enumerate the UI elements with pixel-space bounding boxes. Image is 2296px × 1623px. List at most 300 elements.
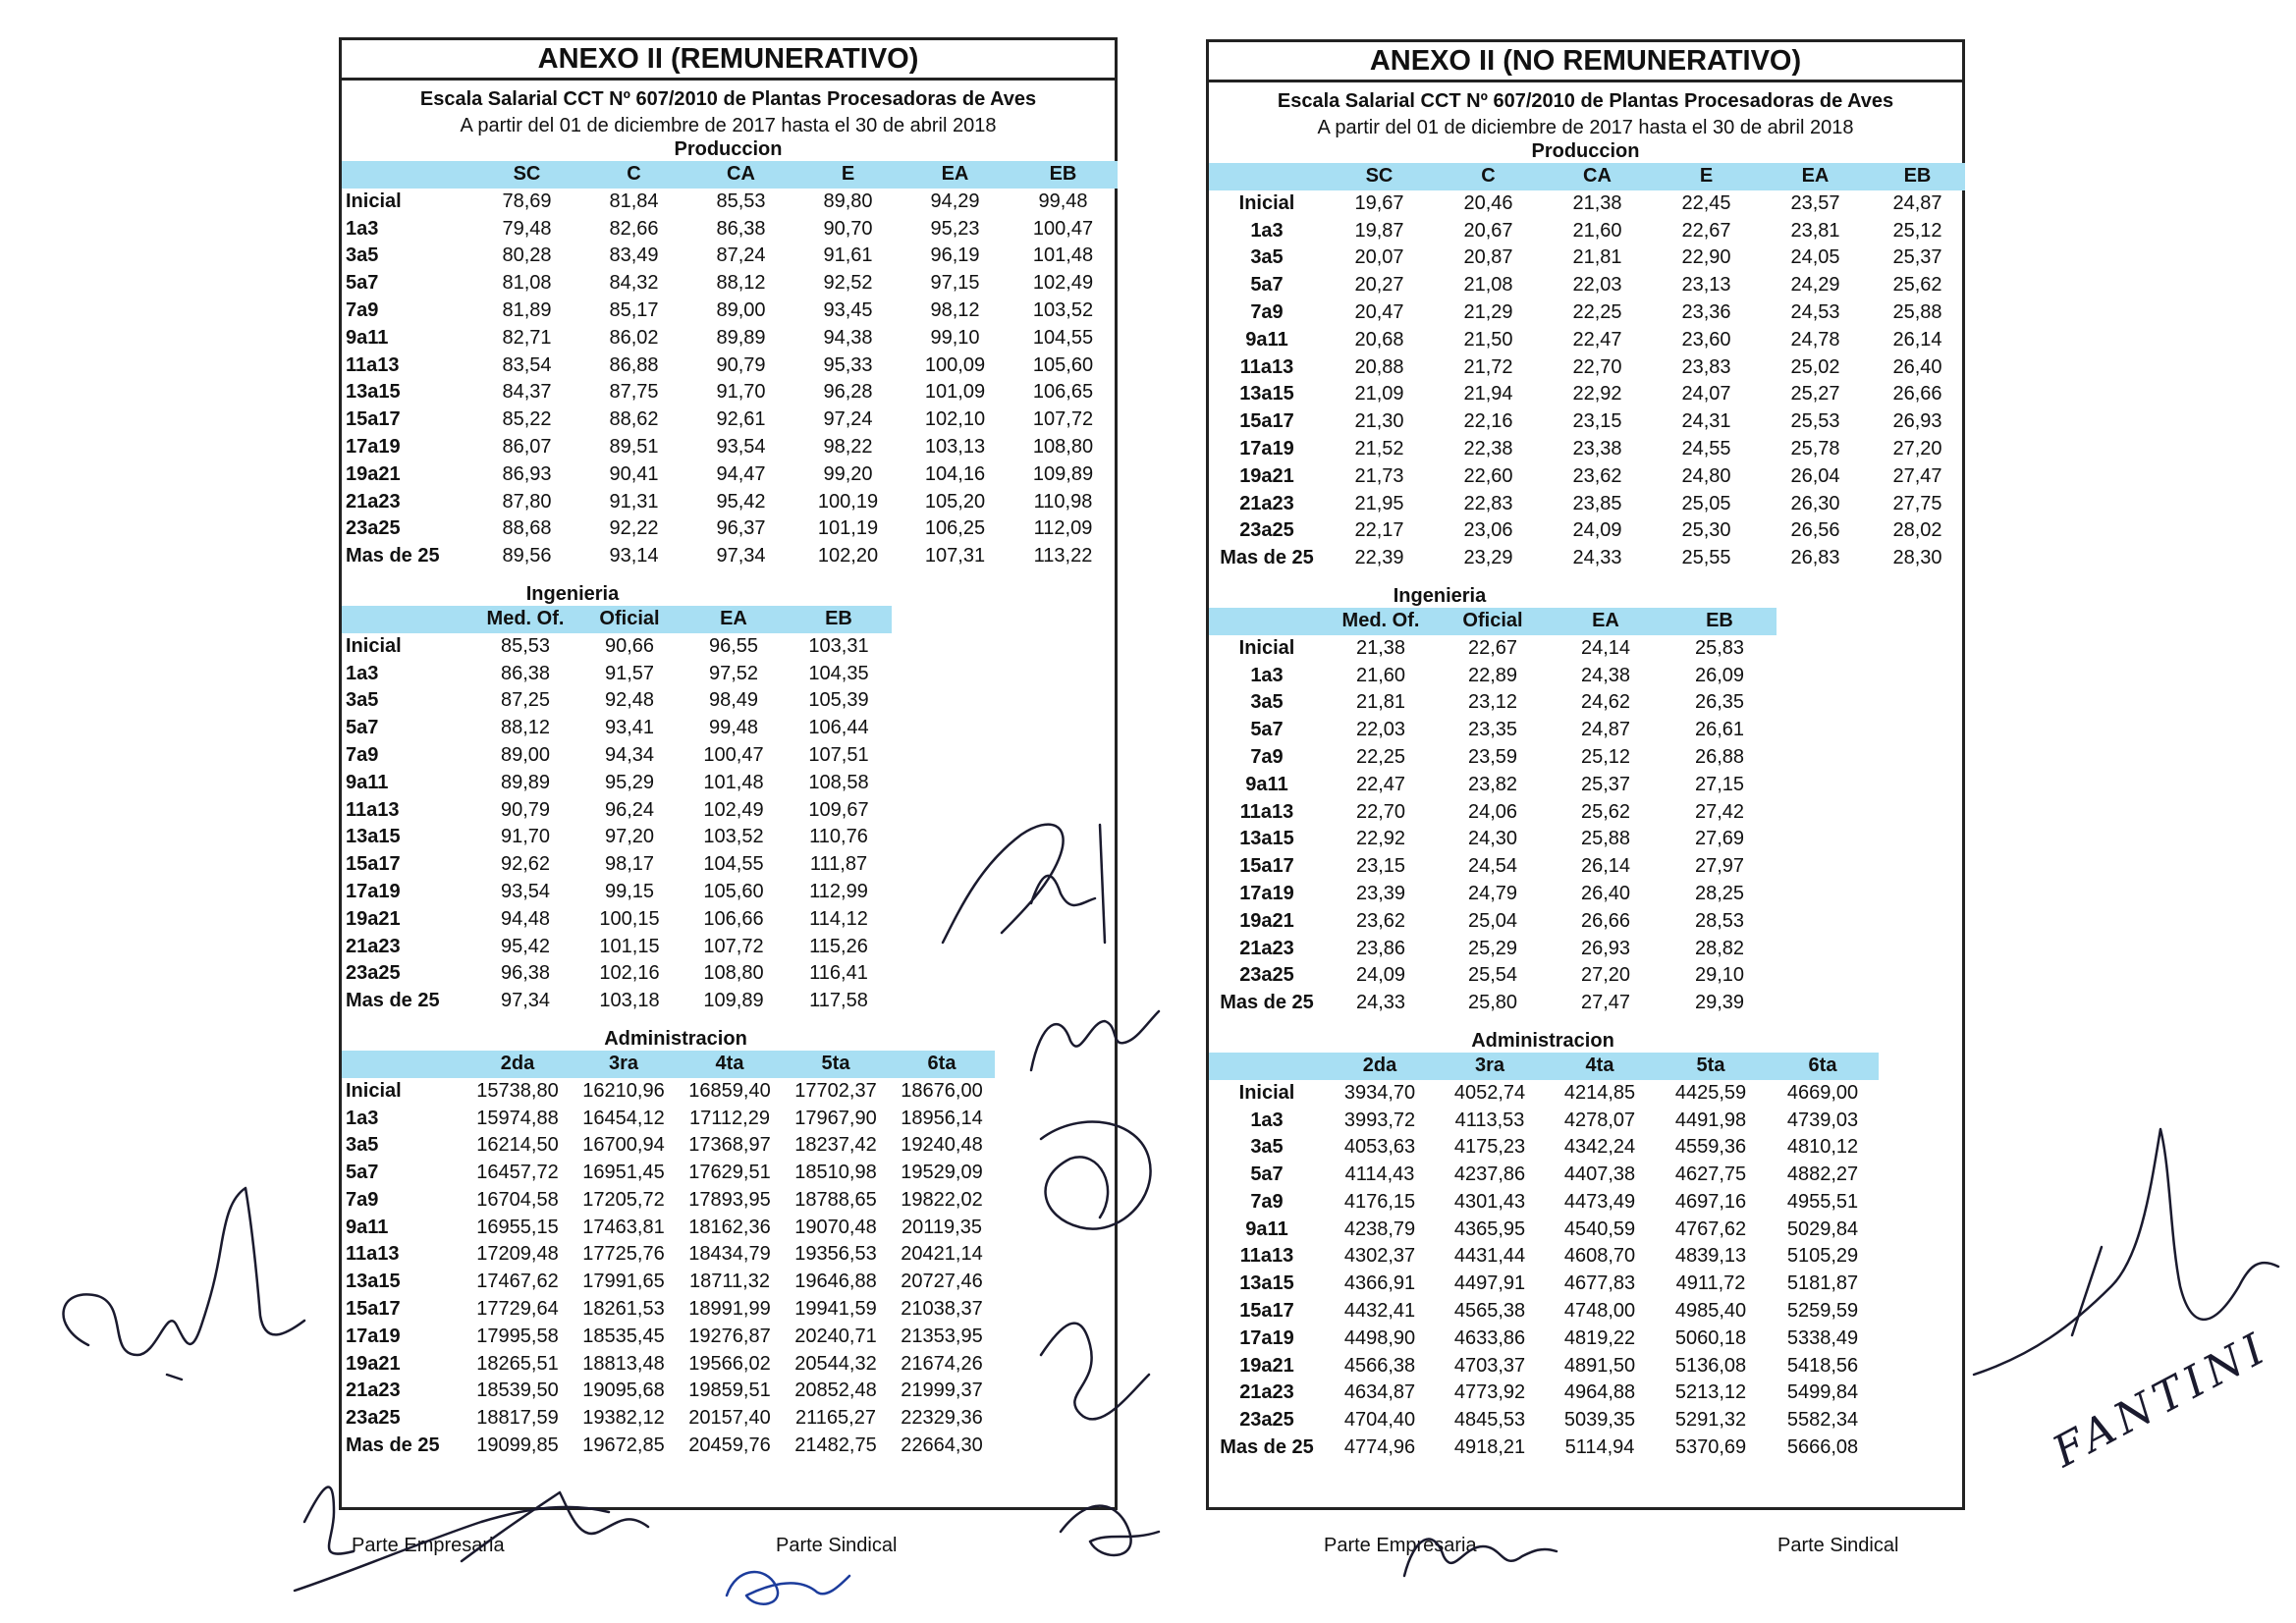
table-row [342,298,1118,325]
header-cell: Med. Of. [1325,608,1437,635]
value-cell: 5338,49 [1786,1326,1859,1349]
value-cell: 22,92 [1355,828,1406,850]
value-cell: 22,67 [1681,219,1731,242]
table-row [342,824,892,851]
value-cell: 90,41 [609,462,659,485]
value-cell: 90,66 [604,634,655,657]
table-row [342,661,892,688]
value-cell: 23,59 [1467,745,1518,768]
row-label: 3a5 [346,1134,379,1157]
value-cell: 5060,18 [1674,1326,1747,1349]
table-row [1209,990,1777,1017]
value-cell: 88,12 [716,272,766,295]
row-label: 5a7 [1250,1163,1284,1186]
table-row [342,461,1118,489]
value-cell: 4301,43 [1453,1190,1526,1213]
table-row [1209,1380,1879,1407]
row-label: 13a15 [346,1271,401,1293]
value-cell: 19566,02 [688,1352,771,1375]
table-row [1209,799,1777,827]
value-cell: 100,09 [924,353,986,376]
value-cell: 5499,84 [1786,1381,1859,1404]
value-cell: 90,79 [716,353,766,376]
value-cell: 97,15 [930,272,980,295]
value-cell: 23,36 [1681,300,1731,323]
value-cell: 110,76 [809,826,868,848]
value-cell: 86,38 [716,217,766,240]
table-row [342,1215,995,1242]
value-cell: 4839,13 [1674,1245,1747,1268]
table-row [342,797,892,825]
value-cell: 5105,29 [1786,1245,1859,1268]
row-label: 15a17 [346,1298,401,1321]
table-row [342,1351,995,1379]
value-cell: 89,00 [716,298,766,321]
value-cell: 24,55 [1681,437,1731,460]
value-cell: 24,87 [1580,719,1631,741]
table-row [1209,1298,1879,1325]
value-cell: 25,12 [1580,745,1631,768]
value-cell: 103,52 [703,826,764,848]
value-cell: 17209,48 [476,1243,559,1266]
value-cell: 107,51 [808,743,869,766]
value-cell: 3934,70 [1343,1081,1416,1104]
value-cell: 17995,58 [476,1325,559,1347]
value-cell: 22,03 [1355,719,1406,741]
value-cell: 4175,23 [1453,1136,1526,1159]
value-cell: 4278,07 [1563,1109,1636,1131]
value-cell: 106,65 [1032,381,1094,404]
value-cell: 22664,30 [901,1434,983,1457]
value-cell: 91,70 [500,826,551,848]
table-row [1209,299,1965,327]
value-cell: 102,20 [817,545,879,568]
value-cell: 109,67 [808,798,869,821]
value-cell: 103,13 [924,435,986,458]
value-cell: 20,46 [1463,191,1513,214]
value-cell: 24,87 [1892,191,1942,214]
value-cell: 21038,37 [901,1298,983,1321]
row-label: 5a7 [346,272,379,295]
header-cell [1209,163,1325,190]
value-cell: 99,48 [1038,189,1088,212]
value-cell: 94,29 [930,189,980,212]
value-cell: 82,71 [502,326,552,349]
value-cell: 21,29 [1463,300,1513,323]
value-cell: 102,49 [1032,272,1094,295]
value-cell: 4810,12 [1786,1136,1859,1159]
value-cell: 25,62 [1580,800,1631,823]
value-cell: 20119,35 [902,1216,982,1238]
value-cell: 17991,65 [582,1271,665,1293]
value-cell: 86,07 [502,435,552,458]
value-cell: 84,32 [609,272,659,295]
value-cell: 21,72 [1463,355,1513,378]
value-cell: 88,68 [502,517,552,540]
value-cell: 80,28 [502,244,552,267]
row-label: Inicial [346,1079,402,1102]
value-cell: 28,25 [1694,882,1745,904]
table-row [1209,1271,1879,1298]
value-cell: 19941,59 [794,1298,877,1321]
value-cell: 95,23 [930,217,980,240]
value-cell: 4431,44 [1453,1245,1526,1268]
administracion-header-row [342,1051,995,1078]
header-cell: EA [1549,608,1663,635]
parte-empresaria-label: Parte Empresaria [1324,1535,1477,1556]
value-cell: 25,04 [1467,909,1518,932]
value-cell: 109,89 [1032,462,1094,485]
value-cell: 96,37 [716,517,766,540]
table-row [1209,244,1965,272]
row-label: 21a23 [1239,492,1294,514]
header-cell: 3ra [571,1051,677,1078]
value-cell: 108,58 [808,771,869,793]
value-cell: 107,31 [924,545,986,568]
value-cell: 107,72 [703,935,764,957]
value-cell: 19529,09 [901,1162,983,1184]
row-label: 19a21 [1239,1354,1294,1377]
value-cell: 104,35 [808,662,869,684]
value-cell: 88,62 [609,408,659,431]
row-label: 11a13 [346,1243,400,1266]
row-label: 17a19 [346,1325,401,1347]
value-cell: 26,04 [1790,464,1840,487]
table-row [1209,689,1777,717]
table-row [342,1160,995,1187]
value-cell: 23,12 [1467,691,1518,714]
value-cell: 89,89 [500,771,551,793]
table-row [342,879,892,906]
value-cell: 91,61 [823,244,873,267]
table-row [1209,272,1965,299]
value-cell: 16704,58 [476,1188,559,1211]
value-cell: 87,75 [609,381,659,404]
row-label: Mas de 25 [346,990,440,1012]
value-cell: 21,81 [1572,246,1622,269]
value-cell: 23,29 [1463,547,1513,569]
row-label: 17a19 [1239,882,1294,904]
table-row [1209,408,1965,436]
value-cell: 17893,95 [688,1188,771,1211]
header-cell [1209,608,1325,635]
table-row [1209,190,1965,218]
value-cell: 17725,76 [582,1243,665,1266]
table-row [1209,1243,1879,1271]
row-label: 7a9 [346,743,379,766]
table-row [342,189,1118,216]
value-cell: 18813,48 [582,1352,665,1375]
value-cell: 20,07 [1354,246,1404,269]
value-cell: 90,70 [823,217,873,240]
value-cell: 4566,38 [1343,1354,1416,1377]
value-cell: 20,87 [1463,246,1513,269]
value-cell: 81,84 [609,189,659,212]
header-cell: 5ta [1655,1053,1767,1080]
value-cell: 24,07 [1681,383,1731,406]
row-label: 15a17 [1239,855,1294,878]
value-cell: 100,19 [817,490,879,513]
value-cell: 95,42 [500,935,551,957]
value-cell: 89,56 [502,545,552,568]
row-label: 11a13 [1239,800,1294,823]
table-row [342,1078,995,1106]
value-cell: 4608,70 [1563,1245,1636,1268]
value-cell: 22,47 [1355,773,1406,795]
value-cell: 97,20 [604,826,655,848]
value-cell: 20,27 [1354,274,1404,297]
row-label: Mas de 25 [1220,992,1314,1014]
signature-8 [1954,1090,2288,1502]
table-row [342,325,1118,352]
table-row [342,1187,995,1215]
value-cell: 100,15 [599,907,660,930]
value-cell: 92,22 [609,517,659,540]
value-cell: 5029,84 [1786,1217,1859,1240]
signature-1 [20,1159,314,1414]
value-cell: 4882,27 [1786,1163,1859,1186]
row-label: 9a11 [1245,1217,1288,1240]
header-cell [342,1051,465,1078]
value-cell: 106,25 [924,517,986,540]
value-cell: 4342,24 [1563,1136,1636,1159]
row-label: 9a11 [346,771,389,793]
value-cell: 4739,03 [1786,1109,1859,1131]
row-label: 13a15 [1239,383,1294,406]
value-cell: 18162,36 [688,1216,771,1238]
row-label: 19a21 [346,907,401,930]
row-label: 15a17 [346,408,401,431]
row-label: 21a23 [346,490,401,513]
row-label: 7a9 [1250,745,1284,768]
value-cell: 27,97 [1694,855,1745,878]
value-cell: 89,89 [716,326,766,349]
table-row [342,687,892,715]
administracion-table [342,1051,995,1460]
value-cell: 19672,85 [582,1434,665,1457]
value-cell: 18788,65 [794,1188,877,1211]
table-row [1209,881,1777,908]
value-cell: 104,55 [1032,326,1094,349]
value-cell: 4114,43 [1344,1163,1415,1186]
value-cell: 86,93 [502,462,552,485]
value-cell: 5666,08 [1786,1436,1859,1459]
value-cell: 18676,00 [901,1079,983,1102]
header-cell: 6ta [889,1051,995,1078]
value-cell: 5291,32 [1674,1409,1747,1432]
value-cell: 19,87 [1354,219,1404,242]
row-label: 21a23 [1239,937,1294,959]
value-cell: 25,37 [1580,773,1631,795]
value-cell: 96,28 [823,381,873,404]
value-cell: 23,35 [1467,719,1518,741]
ingenieria-title: Ingenieria [525,582,620,605]
value-cell: 96,19 [930,244,980,267]
value-cell: 106,66 [703,907,764,930]
value-cell: 22,70 [1355,800,1406,823]
value-cell: 25,88 [1892,300,1942,323]
value-cell: 101,48 [1032,244,1094,267]
value-cell: 18711,32 [689,1271,770,1293]
value-cell: 21,60 [1572,219,1622,242]
value-cell: 87,25 [500,689,551,712]
table-row [1209,772,1777,799]
value-cell: 86,88 [609,353,659,376]
produccion-table [342,161,1118,570]
value-cell: 26,40 [1892,355,1942,378]
value-cell: 21353,95 [901,1325,983,1347]
value-cell: 21,94 [1463,383,1513,406]
value-cell: 105,20 [924,490,986,513]
value-cell: 16454,12 [582,1107,665,1129]
value-cell: 24,29 [1790,274,1840,297]
table-row [342,216,1118,243]
value-cell: 24,38 [1580,664,1631,686]
row-label: 1a3 [1250,219,1284,242]
value-cell: 26,61 [1694,719,1745,741]
value-cell: 4559,36 [1674,1136,1747,1159]
annex-date-range: A partir del 01 de diciembre de 2017 hasta el 30 de abril 2018 [460,115,997,136]
value-cell: 94,38 [823,326,873,349]
header-cell: 6ta [1767,1053,1879,1080]
row-label: 1a3 [346,217,379,240]
table-row [1209,1325,1879,1353]
value-cell: 25,83 [1694,636,1745,659]
table-row [1209,1108,1879,1135]
value-cell: 93,45 [823,298,873,321]
value-cell: 23,60 [1681,328,1731,351]
value-cell: 97,52 [708,662,759,684]
row-label: Inicial [1238,191,1295,214]
value-cell: 18991,99 [688,1298,771,1321]
value-cell: 4697,16 [1674,1190,1747,1213]
value-cell: 23,39 [1355,882,1406,904]
row-label: 1a3 [1250,664,1284,686]
table-row [342,1405,995,1433]
value-cell: 116,41 [809,962,868,985]
value-cell: 17368,97 [688,1134,771,1157]
value-cell: 101,19 [817,517,879,540]
value-cell: 112,09 [1033,517,1093,540]
row-label: 5a7 [346,717,379,739]
value-cell: 25,37 [1892,246,1942,269]
row-label: 9a11 [1245,328,1288,351]
value-cell: 20,68 [1354,328,1404,351]
table-row [1209,1189,1879,1217]
value-cell: 20,67 [1463,219,1513,242]
row-label: 9a11 [346,1216,389,1238]
value-cell: 85,53 [716,189,766,212]
row-label: 7a9 [1250,1190,1284,1213]
row-label: 3a5 [1250,1136,1284,1159]
value-cell: 5259,59 [1786,1300,1859,1323]
header-cell: C [580,161,687,189]
value-cell: 86,02 [609,326,659,349]
value-cell: 16210,96 [582,1079,665,1102]
header-cell: Oficial [577,606,682,633]
administracion-header-row [1209,1053,1879,1080]
table-row [1209,491,1965,518]
value-cell: 16955,15 [476,1216,559,1238]
value-cell: 21,30 [1354,410,1404,433]
value-cell: 20459,76 [688,1434,771,1457]
value-cell: 17702,37 [794,1079,877,1102]
value-cell: 78,69 [502,189,552,212]
value-cell: 107,72 [1032,408,1094,431]
value-cell: 23,81 [1790,219,1840,242]
value-cell: 99,20 [823,462,873,485]
value-cell: 17729,64 [476,1298,559,1321]
value-cell: 92,48 [604,689,655,712]
value-cell: 103,52 [1032,298,1094,321]
value-cell: 5039,35 [1563,1409,1636,1432]
row-label: Inicial [1238,1081,1295,1104]
value-cell: 27,42 [1694,800,1745,823]
value-cell: 88,12 [500,717,551,739]
value-cell: 18956,14 [901,1107,983,1129]
row-label: 11a13 [1239,355,1294,378]
value-cell: 19646,88 [794,1271,877,1293]
value-cell: 27,75 [1892,492,1942,514]
row-label: 5a7 [1250,274,1284,297]
value-cell: 4955,51 [1786,1190,1859,1213]
row-label: 21a23 [346,935,401,957]
value-cell: 4052,74 [1453,1081,1526,1104]
value-cell: 117,58 [809,990,868,1012]
value-cell: 95,33 [823,353,873,376]
value-cell: 100,47 [1032,217,1094,240]
value-cell: 21,60 [1355,664,1406,686]
value-cell: 24,78 [1790,328,1840,351]
value-cell: 22,83 [1463,492,1513,514]
value-cell: 104,55 [703,853,764,876]
value-cell: 85,17 [609,298,659,321]
value-cell: 22,39 [1354,547,1404,569]
value-cell: 26,14 [1892,328,1942,351]
value-cell: 96,55 [708,634,759,657]
value-cell: 20421,14 [901,1243,983,1266]
value-cell: 97,34 [716,545,766,568]
value-cell: 17463,81 [582,1216,665,1238]
value-cell: 18237,42 [794,1134,877,1157]
value-cell: 23,15 [1572,410,1622,433]
row-label: 23a25 [346,517,401,540]
value-cell: 19095,68 [582,1380,665,1402]
value-cell: 98,49 [708,689,759,712]
value-cell: 19099,85 [476,1434,559,1457]
value-cell: 4425,59 [1674,1081,1747,1104]
value-cell: 26,14 [1580,855,1631,878]
value-cell: 22,38 [1463,437,1513,460]
value-cell: 26,56 [1790,519,1840,542]
value-cell: 4053,63 [1343,1136,1416,1159]
row-label: 11a13 [346,353,400,376]
header-cell: EB [1009,161,1118,189]
administracion-title: Administracion [604,1027,747,1050]
value-cell: 94,34 [604,743,655,766]
value-cell: 103,18 [599,990,660,1012]
header-cell: E [794,161,902,189]
row-label: 13a15 [1239,1272,1294,1295]
value-cell: 109,89 [703,990,764,1012]
value-cell: 24,31 [1681,410,1731,433]
value-cell: 92,62 [500,853,551,876]
row-label: Mas de 25 [346,1434,440,1457]
table-row [1209,744,1777,772]
table-row [1209,962,1777,990]
value-cell: 5582,34 [1786,1409,1859,1432]
value-cell: 104,16 [924,462,986,485]
